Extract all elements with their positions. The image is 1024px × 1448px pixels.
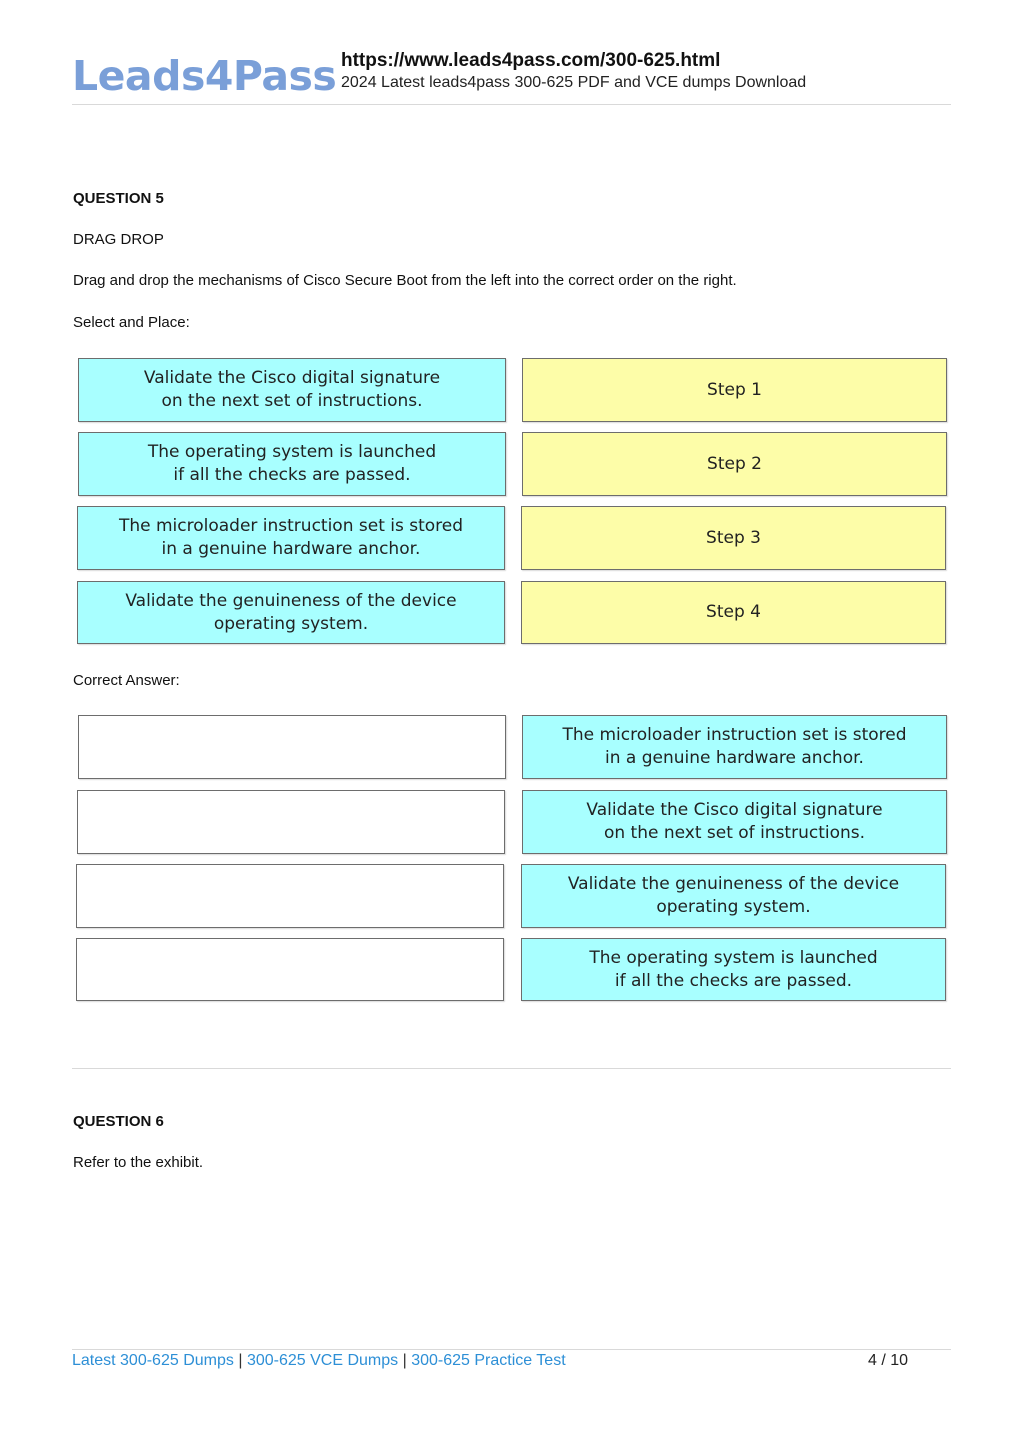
leads4pass-logo: Leads4Pass: [72, 52, 337, 100]
header-divider: [72, 104, 951, 105]
drop-target-step[interactable]: [521, 506, 946, 570]
drop-target-step[interactable]: [522, 358, 947, 422]
empty-slot: [76, 938, 504, 1001]
drag-item-text: The microloader instruction set is stored in a genuine hardware anchor.: [118, 516, 464, 559]
question-5-title: QUESTION 5: [73, 190, 164, 207]
question-5-type: DRAG DROP: [73, 231, 164, 248]
answer-item-text: Validate the Cisco digital signature on the next set of instructions.: [586, 800, 883, 843]
answer-item: [521, 864, 946, 928]
empty-slot: [78, 715, 506, 779]
drop-target-step[interactable]: [521, 581, 946, 644]
question-divider: [72, 1068, 951, 1069]
drag-item[interactable]: [78, 432, 506, 496]
answer-item-text: The operating system is launched if all the checks are passed.: [589, 947, 878, 991]
drag-item-text: The operating system is launched if all the checks are passed.: [147, 442, 437, 485]
header-url[interactable]: https://www.leads4pass.com/300-625.html: [341, 50, 721, 71]
drag-item[interactable]: [78, 358, 506, 422]
answer-item: [522, 790, 947, 854]
empty-slot: [76, 864, 504, 928]
answer-item: [521, 938, 946, 1001]
empty-slot: [77, 790, 505, 854]
answer-item-text: The microloader instruction set is stored in a genuine hardware anchor.: [562, 725, 907, 768]
step-label: Step 3: [706, 527, 761, 548]
footer-separator: |: [402, 1352, 407, 1369]
step-label: Step 2: [707, 453, 762, 474]
question-6-title: QUESTION 6: [73, 1113, 164, 1130]
answer-item-text: Validate the genuineness of the device operating system.: [567, 874, 900, 917]
footer-separator: |: [238, 1352, 243, 1369]
question-6-text: Refer to the exhibit.: [73, 1154, 204, 1171]
footer-link-latest-dumps[interactable]: Latest 300-625 Dumps: [72, 1352, 234, 1369]
step-label: Step 1: [707, 379, 762, 400]
page-number: 4 / 10: [868, 1352, 909, 1369]
header-subtitle: 2024 Latest leads4pass 300-625 PDF and VCE dumps Download: [341, 74, 807, 91]
footer-link-practice-test[interactable]: 300-625 Practice Test: [411, 1352, 566, 1369]
select-and-place-label: Select and Place:: [73, 314, 190, 331]
drag-item-text: Validate the genuineness of the device operating system.: [125, 590, 457, 634]
footer-link-vce-dumps[interactable]: 300-625 VCE Dumps: [246, 1352, 399, 1369]
footer-divider: [72, 1349, 951, 1350]
step-label: Step 4: [706, 602, 761, 622]
drag-item[interactable]: [77, 506, 505, 570]
drop-target-step[interactable]: [522, 432, 947, 496]
drag-item[interactable]: [77, 581, 505, 644]
footer-links: [72, 1352, 566, 1370]
drag-item-text: Validate the Cisco digital signature on the next set of instructions.: [143, 368, 441, 411]
correct-answer-label: Correct Answer:: [73, 672, 180, 689]
question-5-prompt: Drag and drop the mechanisms of Cisco Secure Boot from the left into the correct order on the right.: [73, 272, 737, 289]
answer-item: [522, 715, 947, 779]
